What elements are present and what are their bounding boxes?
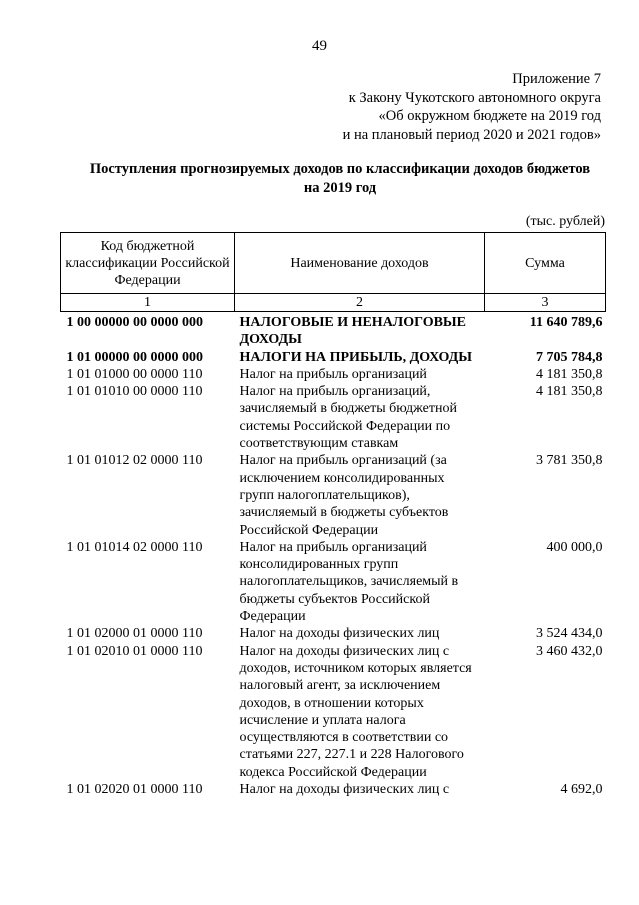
appendix-line: Приложение 7 (512, 71, 601, 87)
row-name: Налог на прибыль организаций консолидированных групп налогоплательщиков, зачисляемый в бюджеты субъектов Российской Федерации (239, 539, 459, 625)
table-row (61, 539, 606, 625)
units-note: (тыс. рублей) (525, 214, 605, 229)
revenue-table (60, 232, 606, 798)
table-row (61, 452, 606, 538)
row-code: 1 01 00000 00 0000 000 (66, 349, 203, 365)
table-row (61, 625, 606, 642)
column-number: 2 (235, 294, 485, 312)
row-name: Налог на доходы физических лиц с (239, 782, 450, 798)
row-code: 1 00 00000 00 0000 000 (66, 315, 203, 330)
table-row (61, 643, 606, 781)
appendix-line: «Об окружном бюджете на 2019 год (378, 108, 601, 124)
row-sum: 7 705 784,8 (536, 349, 603, 365)
row-name: Налог на прибыль организаций (за исключением консолидированных групп налогоплательщиков), зачисляемый в бюджеты субъектов Российской Федерации (239, 453, 449, 538)
appendix-line: и на плановый период 2020 и 2021 годов» (342, 126, 601, 143)
header-name: Наименование доходов (235, 233, 485, 294)
table-row (61, 312, 606, 349)
page-number: 49 (312, 38, 327, 54)
header-code: Код бюджетной классификации Российской Федерации (61, 233, 235, 294)
table-row (61, 383, 606, 452)
row-code: 1 01 02010 01 0000 110 (66, 643, 203, 659)
table-row (61, 781, 606, 798)
row-name: Налог на доходы физических лиц с доходов, источником которых является налоговый агент, за исключением доходов, в отношении которых исчисление и уплата налога осуществляются в соответствии со статьями 227, 227.1 и 228 Налогового кодекса Российской Федерации (239, 643, 472, 780)
row-name: Налог на доходы физических лиц (239, 626, 440, 642)
row-sum: 3 460 432,0 (536, 643, 603, 659)
appendix-line: к Закону Чукотского автономного округа (348, 89, 601, 106)
header-sum: Сумма (485, 233, 606, 294)
table-body (61, 312, 606, 799)
row-name: НАЛОГОВЫЕ И НЕНАЛОГОВЫЕ ДОХОДЫ (239, 315, 467, 348)
table-header (61, 233, 606, 312)
column-number: 1 (61, 294, 235, 312)
row-code: 1 01 01010 00 0000 110 (66, 384, 203, 400)
row-code: 1 01 01014 02 0000 110 (66, 539, 203, 555)
row-name: Налог на прибыль организаций (239, 366, 427, 382)
row-name: НАЛОГИ НА ПРИБЫЛЬ, ДОХОДЫ (239, 349, 473, 365)
row-sum: 4 692,0 (560, 782, 603, 798)
document-title (60, 160, 620, 197)
title-line: Поступления прогнозируемых доходов по классификации доходов бюджетов (89, 161, 591, 177)
row-name: Налог на прибыль организаций, зачисляемый в бюджеты бюджетной системы Российской Федерации по соответствующим ставкам (239, 384, 457, 452)
row-code: 1 01 02020 01 0000 110 (66, 782, 203, 798)
row-sum: 400 000,0 (546, 539, 603, 555)
row-sum: 11 640 789,6 (529, 315, 603, 330)
title-line: на 2019 год (303, 179, 377, 196)
row-sum: 4 181 350,8 (536, 366, 603, 382)
row-sum: 3 524 434,0 (536, 626, 603, 642)
row-code: 1 01 02000 01 0000 110 (66, 626, 203, 642)
row-code: 1 01 01012 02 0000 110 (66, 453, 203, 469)
appendix-header (201, 70, 601, 144)
header-row (61, 233, 606, 294)
column-number-row (61, 294, 606, 312)
table-row (61, 349, 606, 366)
column-number: 3 (485, 294, 606, 312)
row-sum: 3 781 350,8 (536, 453, 603, 469)
row-code: 1 01 01000 00 0000 110 (66, 366, 203, 382)
row-sum: 4 181 350,8 (536, 384, 603, 400)
table-row (61, 366, 606, 383)
